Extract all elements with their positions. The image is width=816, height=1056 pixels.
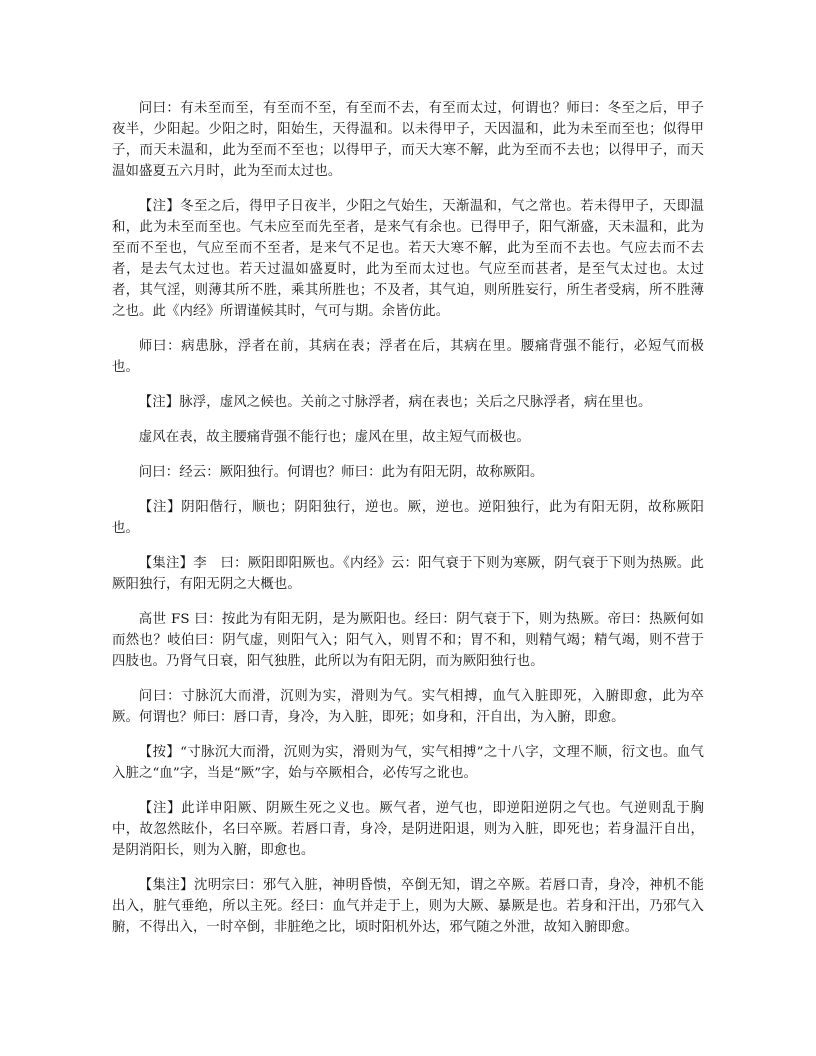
paragraph: 【集注】李 曰：厥阳即阳厥也。《内经》云：阳气衰于下则为寒厥，阴气衰于下则为热厥。此厥阳独行，有阳无阴之大概也。 <box>112 556 704 592</box>
paragraph: 【注】此详申阳厥、阴厥生死之义也。厥气者，逆气也，即逆阳逆阴之气也。气逆则乱于胸中，故忽然眩仆，名曰卒厥。若唇口青，身冷，是阴进阳退，则为入脏，即死也；若身温汗自出，是阴消阳长，则为入腑，即愈也。 <box>112 801 704 858</box>
paragraph: 【注】阴阳偕行，顺也；阴阳独行，逆也。厥，逆也。逆阳独行，此为有阳无阴，故称厥阳也。 <box>112 500 704 536</box>
paragraph: 高世 FS 曰：按此为有阳无阴，是为厥阳也。经曰：阴气衰于下，则为热厥。帝曰：热厥何如而然也？岐伯曰：阴气虚，则阳气入；阳气入，则胃不和；胃不和，则精气竭；精气竭，则不营于四肢也。乃肾气日衰，阳气独胜，此所以为有阳无阴，而为厥阳独行也。 <box>112 612 704 669</box>
paragraph: 问曰：经云：厥阳独行。何谓也？师曰：此为有阳无阴，故称厥阳。 <box>138 465 544 480</box>
paragraph: 问曰：寸脉沉大而滑，沉则为实，滑则为气。实气相搏，血气入脏即死，入腑即愈，此为卒厥。何谓也？师曰：唇口青，身冷，为入脏，即死；如身和，汗自出，为入腑，即愈。 <box>112 689 704 725</box>
paragraph: 【注】脉浮，虚风之候也。关前之寸脉浮者，病在表也；关后之尺脉浮者，病在里也。 <box>138 395 652 410</box>
paragraph: 虚风在表，故主腰痛背强不能行也；虚风在里，故主短气而极也。 <box>138 430 531 445</box>
paragraph: 【集注】沈明宗曰：邪气入脏，神明昏愦，卒倒无知，谓之卒厥。若唇口青，身冷，神机不能出入，脏气垂绝，所以主死。经曰：血气并走于上，则为大厥、暴厥是也。若身和汗出，乃邪气入腑，不得出入，一时卒倒，非脏绝之比，顷时阳机外达，邪气随之外泄，故知入腑即愈。 <box>112 878 704 935</box>
paragraph: 【按】“寸脉沉大而滑，沉则为实，滑则为气，实气相搏”之十八字，文理不顺，衍文也。血气入脏之“血”字，当是“厥”字，始与卒厥相合，必传写之讹也。 <box>112 745 704 781</box>
document-page <box>112 98 704 952</box>
paragraph: 师曰：病患脉，浮者在前，其病在表；浮者在后，其病在里。腰痛背强不能行，必短气而极也。 <box>112 339 704 375</box>
paragraph: 问曰：有未至而至，有至而不至，有至而不去，有至而太过，何谓也？师曰：冬至之后，甲子夜半，少阳起。少阳之时，阳始生，天得温和。以未得甲子，天因温和，此为未至而至也；似得甲子，而天未温和，此为至而不至也；以得甲子，而天大寒不解，此为至而不去也；以得甲子，而天温如盛夏五六月时，此为至而太过也。 <box>112 101 704 179</box>
paragraph: 【注】冬至之后，得甲子日夜半，少阳之气始生，天渐温和，气之常也。若未得甲子，天即温和，此为未至而至也。气未应至而先至者，是来气有余也。已得甲子，阳气渐盛，天未温和，此为至而不至也，气应至而不至者，是来气不足也。若天大寒不解，此为至而不去也。气应去而不去者，是去气太过也。若天过温如盛夏时，此为至而太过也。气应至而甚者，是至气太过也。太过者，其气淫，则薄其所不胜，乘其所胜也；不及者，其气迫，则所胜妄行，所生者受病，所不胜薄之也。此《内经》所谓谨候其时，气可与期。余皆仿此。 <box>112 199 704 319</box>
